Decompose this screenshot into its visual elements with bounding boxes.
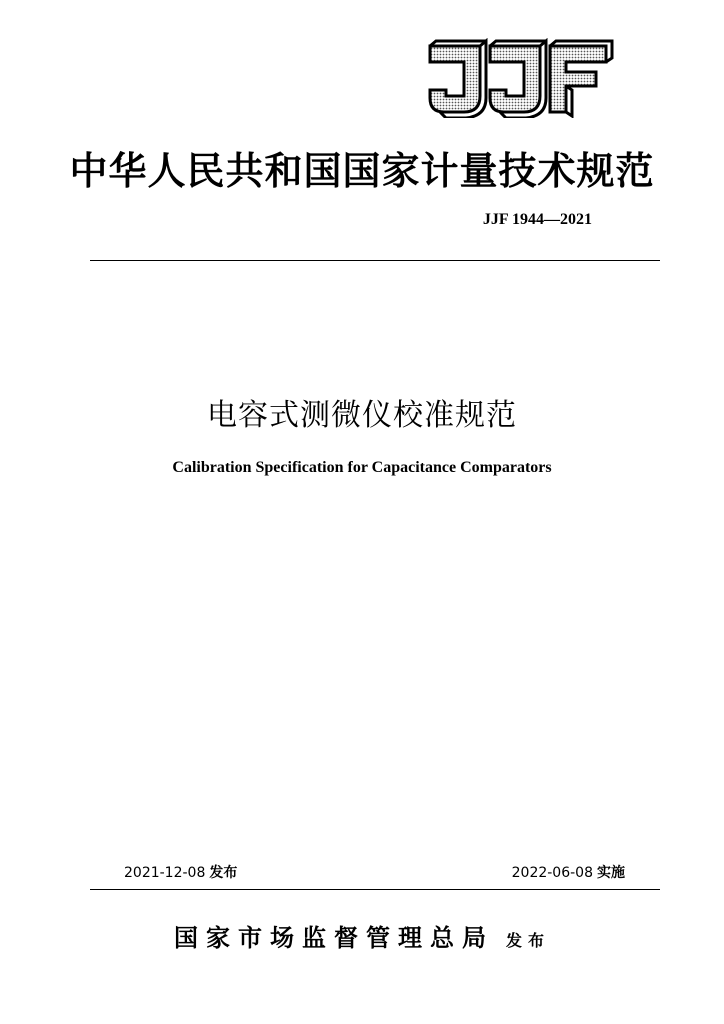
issue-date-line [124,862,237,882]
implementation-label: 实施 [597,865,625,881]
issue-label: 发布 [209,865,238,881]
logo-letter-j1 [430,41,486,118]
implementation-date: 2022-06-08 [511,865,593,881]
logo-letter-j2 [490,41,546,118]
jjf-logo [424,38,614,118]
bottom-divider [90,889,660,890]
country-standard-title: 中华人民共和国国家计量技术规范 [69,148,655,193]
issue-date: 2021-12-08 [124,865,206,881]
document-title-english: Calibration Specification for Capacitance Comparators [172,459,552,476]
jjf-logo-graphic [424,38,614,118]
logo-letter-f [550,41,612,116]
publisher-name: 国家市场监督管理总局 [173,923,494,952]
implementation-date-line [512,862,625,882]
publish-label: 发布 [505,931,550,950]
standard-number: JJF 1944—2021 [482,211,592,228]
top-divider [90,260,660,261]
document-title-chinese: 电容式测微仪校准规范 [207,398,517,433]
publisher-line [0,918,724,953]
